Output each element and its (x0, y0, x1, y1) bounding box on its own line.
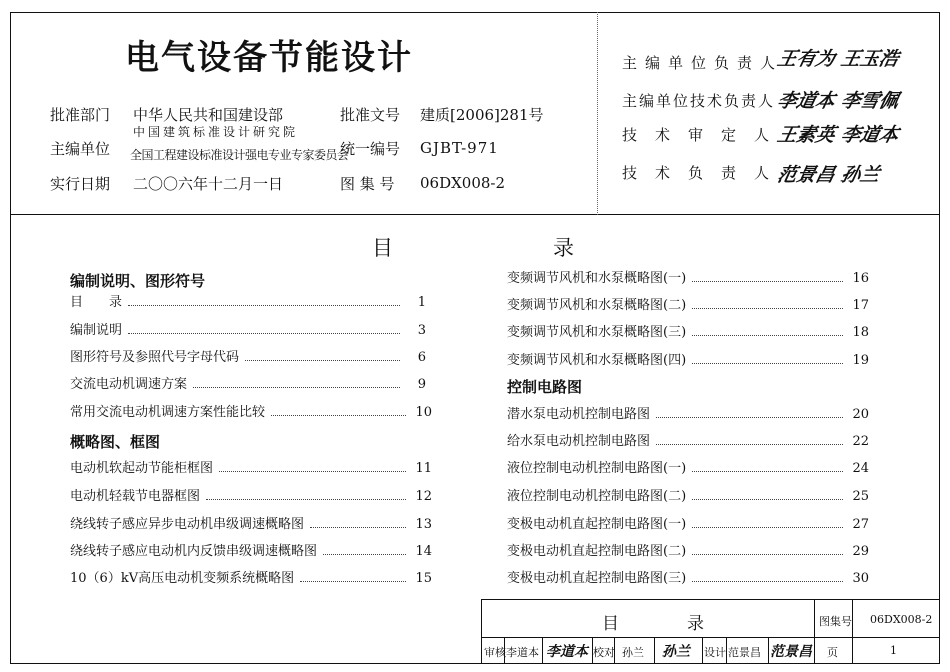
toc-entry[interactable]: 变极电动机直起控制电路图(三) 30 (507, 571, 869, 586)
design-signature: 范景昌 (770, 644, 812, 660)
review-label: 审核 (484, 646, 506, 659)
toc-entry[interactable]: 变极电动机直起控制电路图(一) 27 (507, 517, 869, 532)
atlas-no-value: 06DX008-2 (420, 174, 506, 192)
editor-unit-line2: 全国工程建设标准设计强电专业专家委员会 (130, 148, 349, 162)
review-signature: 李道本 (546, 644, 588, 660)
effective-date-value: 二〇〇六年十二月一日 (133, 175, 284, 193)
design-label: 设计 (704, 646, 726, 659)
toc-heading-right: 录 (553, 236, 574, 260)
responsible-role-4: 技术负责人 (622, 164, 788, 182)
responsible-role-3: 技术审定人 (622, 126, 788, 144)
toc-entry[interactable]: 交流电动机调速方案 9 (70, 377, 426, 392)
responsible-signature-1: 王有为 王玉浩 (775, 48, 901, 70)
design-name: 范景昌 (728, 646, 761, 659)
toc-entry[interactable]: 潜水泵电动机控制电路图 20 (507, 407, 869, 422)
check-signature: 孙兰 (662, 644, 690, 660)
toc-entry[interactable]: 图形符号及参照代号字母代码 6 (70, 350, 426, 365)
toc-entry[interactable]: 变频调节风机和水泵概略图(四) 19 (507, 353, 869, 368)
title-block-title-right: 录 (687, 614, 704, 634)
toc-section-legend: 编制说明、图形符号 (70, 272, 206, 290)
check-name: 孙兰 (622, 646, 644, 659)
toc-section-control-circuits: 控制电路图 (507, 378, 583, 396)
toc-entry[interactable]: 电动机软起动节能柜框图 11 (70, 461, 432, 476)
approve-doc-value: 建质[2006]281号 (420, 106, 544, 124)
toc-entry[interactable]: 液位控制电动机控制电路图(一) 24 (507, 461, 869, 476)
review-name: 李道本 (506, 646, 539, 659)
responsible-signature-4: 范景昌 孙兰 (775, 164, 882, 186)
toc-entry[interactable]: 绕线转子感应电动机内反馈串级调速概略图 14 (70, 544, 432, 559)
toc-entry[interactable]: 变极电动机直起控制电路图(二) 29 (507, 544, 869, 559)
page-number: 1 (890, 644, 897, 657)
toc-entry[interactable]: 10（6）kV高压电动机变频系统概略图 15 (70, 571, 432, 586)
check-label: 校对 (593, 646, 615, 659)
title-block (481, 599, 940, 664)
atlas-no-label: 图 集 号 (340, 175, 395, 193)
responsible-role-2: 主编单位技术负责人 (622, 92, 776, 110)
toc-entry[interactable]: 给水泵电动机控制电路图 22 (507, 434, 869, 449)
toc-entry[interactable]: 绕线转子感应异步电动机串级调速概略图 13 (70, 517, 432, 532)
unified-no-value: GJBT-971 (420, 139, 499, 157)
approve-dept-value: 中华人民共和国建设部 (133, 106, 284, 124)
toc-entry[interactable]: 电动机轻载节电器框图 12 (70, 489, 432, 504)
header-divider (597, 12, 598, 215)
responsible-role-1: 主编单位负责人 (622, 54, 784, 72)
approve-doc-label: 批准文号 (340, 106, 401, 124)
title-block-atlas-label: 图集号 (819, 615, 852, 628)
page-label: 页 (827, 646, 838, 659)
document-title: 电气设备节能设计 (125, 38, 413, 78)
toc-entry[interactable]: 编制说明 3 (70, 323, 426, 338)
toc-entry[interactable]: 目 录 1 (70, 295, 426, 310)
toc-entry[interactable]: 液位控制电动机控制电路图(二) 25 (507, 489, 869, 504)
toc-entry[interactable]: 变频调节风机和水泵概略图(二) 17 (507, 298, 869, 313)
toc-entry[interactable]: 变频调节风机和水泵概略图(一) 16 (507, 271, 869, 286)
responsible-signature-3: 王素英 李道本 (775, 124, 901, 146)
toc-entry[interactable]: 常用交流电动机调速方案性能比较 10 (70, 405, 432, 420)
title-block-atlas-value: 06DX008-2 (870, 613, 933, 626)
toc-entry[interactable]: 变频调节风机和水泵概略图(三) 18 (507, 325, 869, 340)
approve-dept-label: 批准部门 (50, 106, 111, 124)
unified-no-label: 统一编号 (340, 140, 401, 158)
responsible-signature-2: 李道本 李雪佩 (775, 90, 901, 112)
effective-date-label: 实行日期 (50, 175, 111, 193)
toc-section-diagrams: 概略图、框图 (70, 433, 161, 451)
editor-unit-label: 主编单位 (50, 140, 111, 158)
editor-unit-line1: 中国建筑标准设计研究院 (133, 125, 299, 139)
toc-heading-left: 目 (372, 236, 393, 260)
title-block-title-left: 目 (602, 614, 619, 634)
